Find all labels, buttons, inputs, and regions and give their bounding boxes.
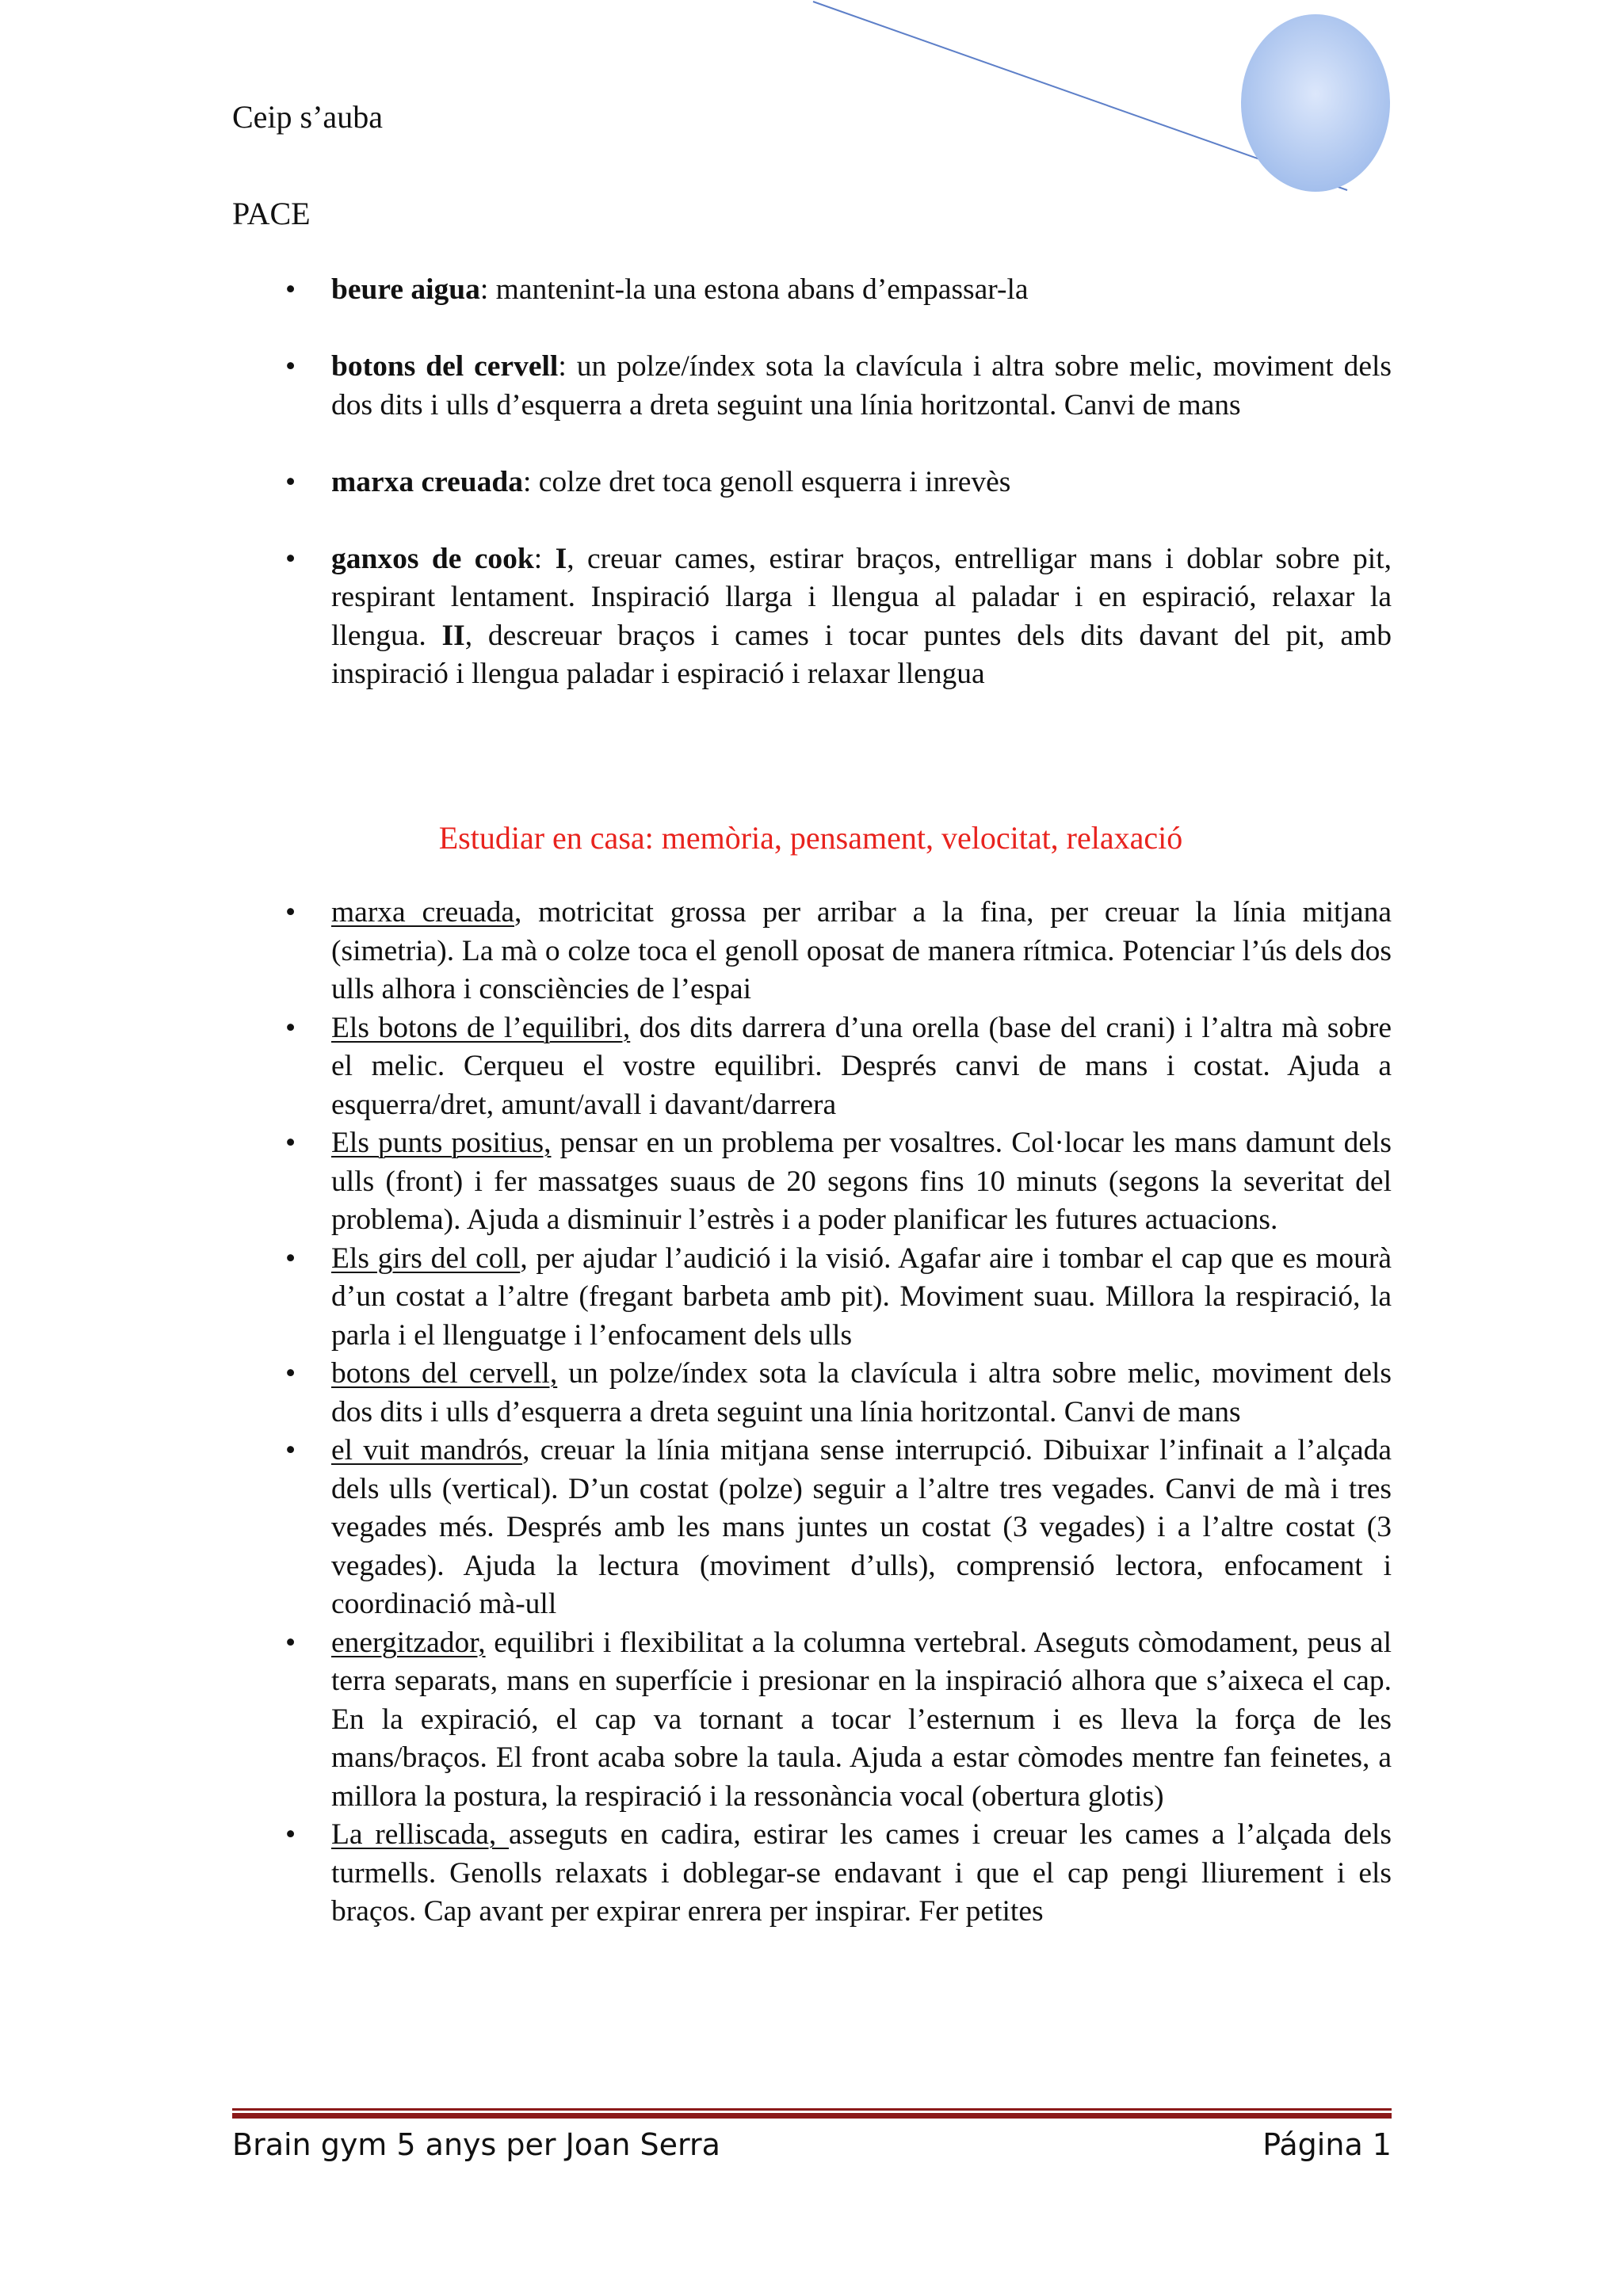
list-item [0,1009,1392,1125]
item-text: equilibri i flexibilitat a la columna vertebral. Aseguts còmodament, peus al terra separats, mans en superfície i presionar en la inspiració alhora que s’aixeca el cap. En la expiració, el cap va tornant a tocar l’esternum i es lleva la força de les mans/braços. El front acaba sobre la taula. Ajuda a estar còmodes mentre fan feinetes, a millora la postura, la respiració i la ressonància vocal (obertura glotis) [331,1626,1392,1813]
item-text: pensar en un problema per vosaltres. Col·locar les mans damunt dels ulls (front) i fer massatges suaus de 20 segons fins 10 minuts (segons la severitat del problema). Ajuda a disminuir l’estrès i a poder planificar les futures actuacions. [331,1127,1392,1236]
item-text: : colze dret toca genoll esquerra i inrevès [522,465,1011,498]
bullet: • [285,1818,296,1851]
item-title: botons del cervell, [331,1357,558,1390]
bullet: • [285,1011,296,1044]
pace-list [0,271,1623,732]
bullet: • [285,896,296,929]
bullet: • [285,1626,296,1659]
item-title: energitzador, [331,1626,486,1659]
item-title: beure aigua [331,273,480,306]
page-number: Página 1 [1262,2127,1392,2162]
item-text: asseguts en cadira, estirar les cames i creuar les cames a l’alçada dels turmells. Genolls relaxats i doblegar-se endavant i que el cap pengi lliurement i els braços. Cap avant per expirar enrera per inspirar. Fer petites [331,1818,1392,1928]
item-text: , creuar la línia mitjana sense interrupció. Dibuixar l’infinait a l’alçada dels ulls (vertical). D’un costat (polze) seguir a l’altre tres vegades. Canvi de mà i tres vegades més. Després amb les mans juntes un costat (3 vegades) i a l’altre costat (3 vegades). Ajuda la lectura (moviment d’ulls), comprensió lectora, enfocament i coordinació mà-ull [331,1434,1392,1620]
list-item [0,894,1392,1009]
list-item [0,1355,1392,1432]
item-title: Els punts positius, [331,1127,552,1159]
list-item [0,1432,1392,1624]
item-title: ganxos de cook [331,542,534,575]
list-item [0,1816,1392,1932]
item-text: dos dits darrera d’una orella (base del crani) i l’altra mà sobre el melic. Cerqueu el vostre equilibri. Després canvi de mans i costat. Ajuda a esquerra/dret, amunt/avall i davant/darrera [331,1011,1392,1121]
item-text: , per ajudar l’audició i la visió. Agafar aire i tombar el cap que es mourà d’un costat a l’altre (fregant barbeta amb pit). Moviment suau. Millora la respiració, la parla i el llenguatge i l’enfocament dels ulls [331,1241,1392,1352]
school-name: Ceip s’auba [232,99,383,135]
item-text: : [533,542,556,575]
item-title: Els girs del coll [331,1241,521,1275]
item-title: botons del cervell [331,350,559,383]
list-item [0,540,1392,694]
footer-rule [232,2108,1392,2121]
studies-heading: Estudiar en casa: memòria, pensament, velocitat, relaxació [438,820,1183,856]
decorative-circle [1241,14,1390,192]
bullet: • [285,465,296,498]
list-item [0,1124,1392,1240]
item-title-part: I [555,542,567,575]
bullet: • [285,1434,296,1466]
item-title-part: II [441,619,465,652]
bullet: • [285,1357,296,1390]
list-item [0,348,1392,425]
item-text: un polze/índex sota la clavícula i altra sobre melic, moviment dels dos dits i ulls d’esquerra a dreta seguint una línia horitzontal. Canvi de mans [331,1357,1392,1428]
bullet: • [285,350,296,383]
list-item [0,1240,1392,1356]
study-list [0,894,1623,1932]
bullet: • [285,273,296,306]
item-text: , descreuar braços i cames i tocar puntes dels dits davant del pit, amb inspiració i llengua paladar i espiració i relaxar llengua [331,619,1392,690]
item-text: : mantenint-la una estona abans d’empassar-la [479,273,1029,306]
item-title: Els botons de l’equilibri, [331,1011,631,1044]
bullet: • [285,1127,296,1159]
footer-author: Brain gym 5 anys per Joan Serra [232,2127,720,2162]
item-title: La relliscada, [331,1818,510,1851]
list-item [0,1624,1392,1817]
list-item [0,463,1392,502]
bullet: • [285,1241,296,1275]
bullet: • [285,542,296,575]
item-title: el vuit mandrós [331,1434,523,1466]
list-item [0,271,1392,310]
item-title: marxa creuada [331,465,523,498]
section-title: PACE [232,196,311,231]
item-title: marxa creuada [331,896,515,929]
item-text: , creuar cames, estirar braços, entrelligar mans i doblar sobre pit, respirant lentament. Inspiració llarga i llengua al paladar i en espiració, relaxar la llengua. [331,542,1392,652]
item-text: : un polze/índex sota la clavícula i altra sobre melic, moviment dels dos dits i ulls d’esquerra a dreta seguint una línia horitzontal. Canvi de mans [331,350,1392,421]
item-text: , motricitat grossa per arribar a la fina, per creuar la línia mitjana (simetria). La mà o colze toca el genoll oposat de manera rítmica. Potenciar l’ús dels dos ulls alhora i consciències de l’espai [331,896,1392,1005]
